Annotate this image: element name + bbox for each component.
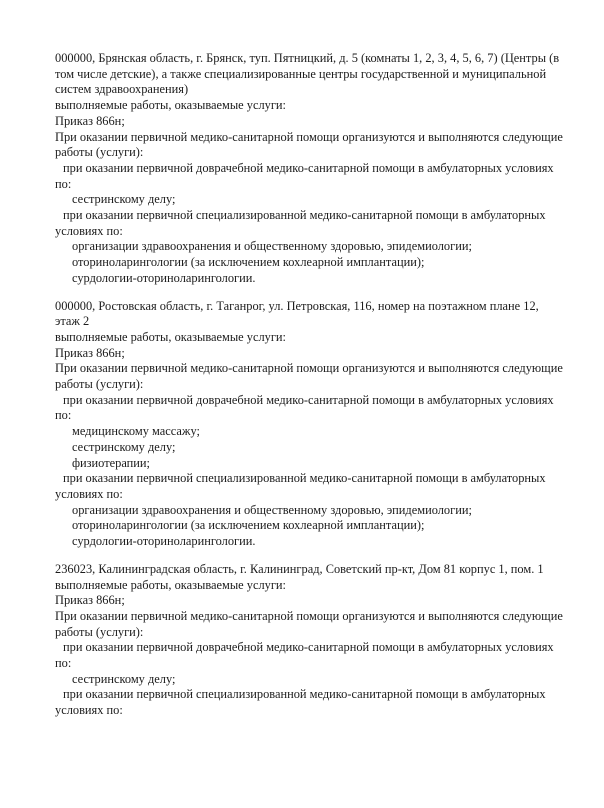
text-line: при оказании первичной доврачебной медико-санитарной помощи в амбулаторных условиях bbox=[63, 640, 554, 655]
service-item: оториноларингологии (за исключением кохлеарной имплантации); bbox=[72, 518, 425, 533]
text-line: работы (услуги): bbox=[55, 624, 144, 639]
address-line: систем здравоохранения) bbox=[55, 82, 189, 97]
text-line: работы (услуги): bbox=[55, 145, 144, 160]
text-line: при оказании первичной специализированной медико-санитарной помощи в амбулаторных bbox=[63, 687, 546, 702]
service-item: сестринскому делу; bbox=[72, 192, 176, 207]
text-line: по: bbox=[55, 656, 72, 671]
order-reference: Приказ 866н; bbox=[55, 593, 125, 608]
service-item: физиотерапии; bbox=[72, 455, 150, 470]
text-line: При оказании первичной медико-санитарной помощи организуются и выполняются следующие bbox=[55, 129, 563, 144]
text-line: при оказании первичной доврачебной медико-санитарной помощи в амбулаторных условиях bbox=[63, 392, 554, 407]
text-line: по: bbox=[55, 408, 72, 423]
text-line: работы (услуги): bbox=[55, 377, 144, 392]
service-item: сурдологии-оториноларингологии. bbox=[72, 270, 256, 285]
address-line: этаж 2 bbox=[55, 314, 90, 329]
order-reference: Приказ 866н; bbox=[55, 345, 125, 360]
text-line: при оказании первичной доврачебной медико-санитарной помощи в амбулаторных условиях bbox=[63, 160, 554, 175]
order-reference: Приказ 866н; bbox=[55, 113, 125, 128]
text-line: При оказании первичной медико-санитарной помощи организуются и выполняются следующие bbox=[55, 608, 563, 623]
address-line: 000000, Ростовская область, г. Таганрог, ул. Петровская, 116, номер на поэтажном плане 12, bbox=[55, 298, 539, 313]
text-line: при оказании первичной специализированной медико-санитарной помощи в амбулаторных bbox=[63, 471, 546, 486]
service-item: сестринскому делу; bbox=[72, 671, 176, 686]
text-line: при оказании первичной специализированной медико-санитарной помощи в амбулаторных bbox=[63, 208, 546, 223]
text-line: условиях по: bbox=[55, 223, 123, 238]
text-line: При оказании первичной медико-санитарной помощи организуются и выполняются следующие bbox=[55, 361, 563, 376]
license-address-block-3 bbox=[55, 562, 576, 719]
license-address-block-1 bbox=[55, 51, 576, 287]
address-line: том числе детские), а также специализированные центры государственной и муниципальной bbox=[55, 66, 547, 81]
works-services-label: выполняемые работы, оказываемые услуги: bbox=[55, 577, 287, 592]
works-services-label: выполняемые работы, оказываемые услуги: bbox=[55, 98, 287, 113]
service-item: сурдологии-оториноларингологии. bbox=[72, 534, 256, 549]
service-item: организации здравоохранения и общественному здоровью, эпидемиологии; bbox=[72, 502, 472, 517]
license-address-block-2 bbox=[55, 299, 576, 550]
address-line: 236023, Калининградская область, г. Калининград, Советский пр-кт, Дом 81 корпус 1, пом. 1 bbox=[55, 561, 544, 576]
service-item: медицинскому массажу; bbox=[72, 424, 200, 439]
service-item: оториноларингологии (за исключением кохлеарной имплантации); bbox=[72, 255, 425, 270]
text-line: условиях по: bbox=[55, 486, 123, 501]
text-line: условиях по: bbox=[55, 703, 123, 718]
works-services-label: выполняемые работы, оказываемые услуги: bbox=[55, 329, 287, 344]
service-item: сестринскому делу; bbox=[72, 439, 176, 454]
service-item: организации здравоохранения и общественному здоровью, эпидемиологии; bbox=[72, 239, 472, 254]
address-line: 000000, Брянская область, г. Брянск, туп. Пятницкий, д. 5 (комнаты 1, 2, 3, 4, 5, 6, 7) (Центры (в bbox=[55, 51, 560, 65]
text-line: по: bbox=[55, 176, 72, 191]
